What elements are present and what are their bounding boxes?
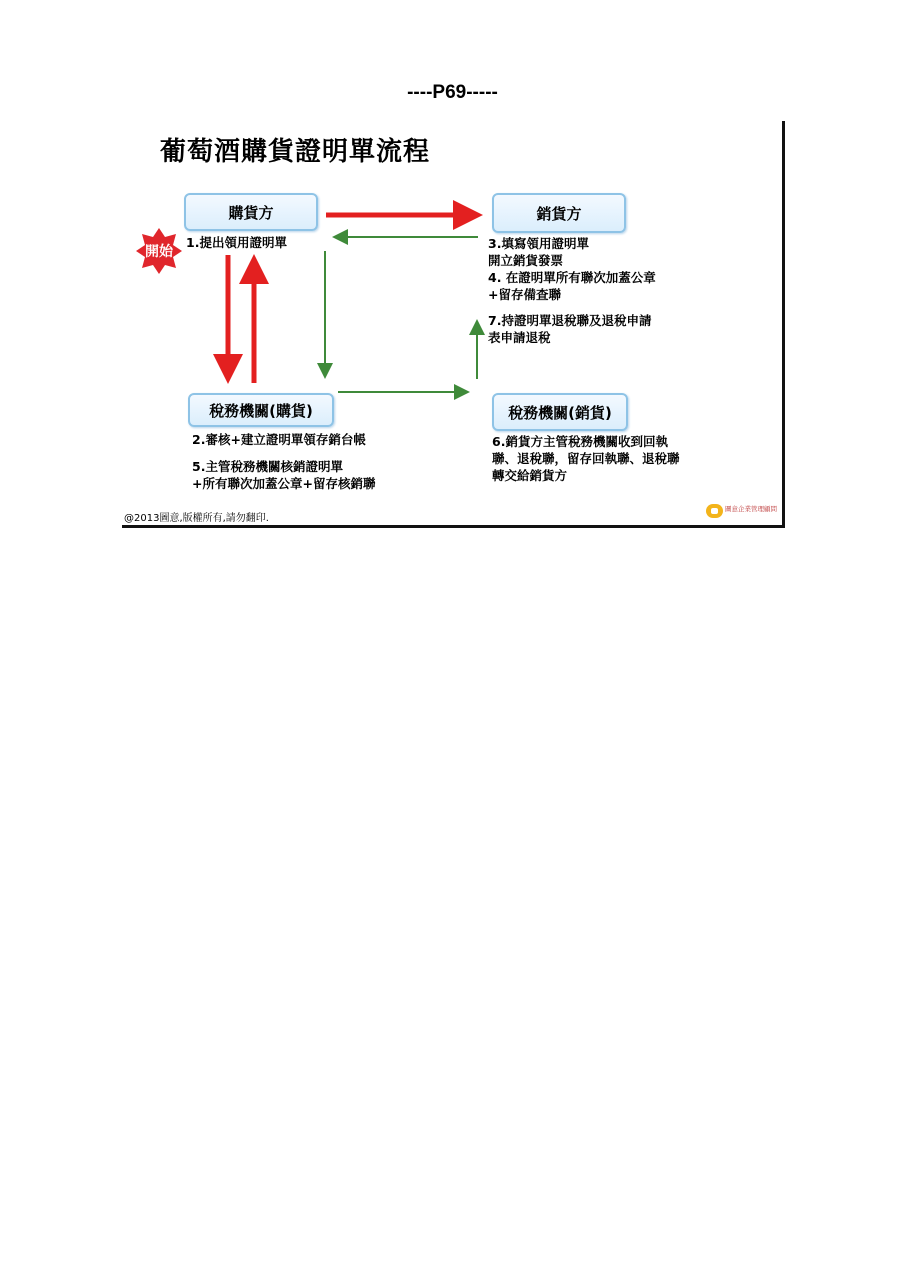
node-seller-label: 銷貨方 <box>536 204 582 223</box>
step-6-line-2: 聯、退稅聯，留存回執聯、退稅聯 <box>492 451 680 466</box>
step-6 <box>492 433 680 484</box>
step-6-line-1: 6.銷貨方主管稅務機關收到回執 <box>492 434 668 449</box>
step-7-line-2: 表申請退稅 <box>488 330 551 345</box>
page-marker: ----P69----- <box>407 82 498 103</box>
step-7 <box>488 312 651 346</box>
start-label: 開始 <box>145 244 173 260</box>
node-tax-seller-label: 稅務機關(銷貨) <box>508 403 612 422</box>
node-buyer-label: 購貨方 <box>228 203 274 222</box>
step-3-line-2: 開立銷貨發票 <box>488 253 564 268</box>
node-buyer <box>184 193 318 231</box>
step-5-line-2: +所有聯次加蓋公章+留存核銷聯 <box>192 476 376 491</box>
footer-logo-text: 圖意企業管理顧問 <box>725 505 777 513</box>
slide-title: 葡萄酒購貨證明單流程 <box>160 137 431 167</box>
step-3-line-1: 3.填寫領用證明單 <box>488 236 589 251</box>
footer-copyright: @2013圖意,版權所有,請勿翻印. <box>124 513 269 524</box>
flowchart-slide <box>122 121 785 528</box>
node-tax-buyer <box>188 393 334 427</box>
step-6-line-3: 轉交給銷貨方 <box>492 468 568 483</box>
step-2: 2.審核+建立證明單領存銷台帳 <box>192 432 366 447</box>
step-7-line-1: 7.持證明單退稅聯及退稅申請 <box>488 313 652 328</box>
step-3 <box>488 235 589 269</box>
step-4-line-2: +留存備查聯 <box>488 287 561 302</box>
node-tax-seller <box>492 393 628 431</box>
step-4 <box>488 269 656 303</box>
step-5 <box>192 458 375 492</box>
step-4-line-1: 4. 在證明單所有聯次加蓋公章 <box>488 270 656 285</box>
node-tax-buyer-label: 稅務機關(購貨) <box>209 401 313 420</box>
step-1: 1.提出領用證明單 <box>186 235 287 250</box>
node-seller <box>492 193 626 233</box>
step-5-line-1: 5.主管稅務機關核銷證明單 <box>192 459 343 474</box>
